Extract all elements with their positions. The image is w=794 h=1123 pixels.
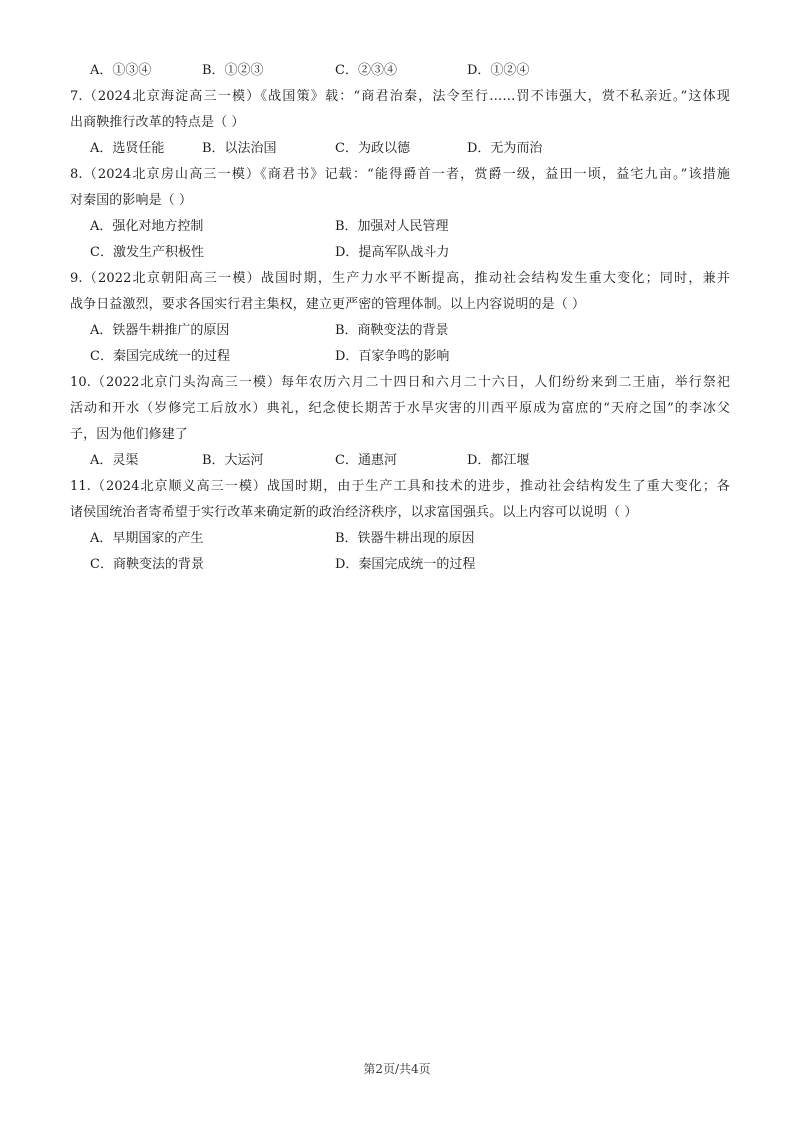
option-d: D．百家争鸣的影响 [335, 349, 450, 364]
option-d: D．秦国完成统一的过程 [335, 557, 476, 572]
option-b: B．以法治国 [202, 141, 277, 156]
question-9-options-row-2 [90, 349, 730, 365]
option-a: A．灵渠 [90, 453, 139, 468]
question-7-options [90, 141, 730, 157]
option-c: C．秦国完成统一的过程 [90, 349, 230, 364]
question-9-options-row-1 [90, 323, 730, 339]
option-a: A．铁器牛耕推广的原因 [90, 323, 230, 338]
question-11-stem-line-1: 11.（2024北京顺义高三一模）战国时期，由于生产工具和技术的进步，推动社会结构发生了重大变化；各 [70, 479, 730, 494]
question-7-stem-line-1: 7.（2024北京海淀高三一模）《战国策》载：“商君治秦，法令至行……罚不讳强大，赏不私亲近。”这体现 [70, 89, 730, 104]
question-9-stem-line-1: 9.（2022北京朝阳高三一模）战国时期，生产力水平不断提高，推动社会结构发生重大变化；同时，兼并 [70, 271, 730, 286]
question-8-options-row-1 [90, 219, 730, 235]
option-d: D．提高军队战斗力 [335, 245, 450, 260]
question-10-stem-line-3: 子，因为他们修建了 [70, 427, 188, 442]
question-11-options-row-1 [90, 531, 730, 547]
question-7-stem-line-2: 出商鞅推行改革的特点是（ ） [70, 115, 245, 130]
option-a: A．强化对地方控制 [90, 219, 204, 234]
option-a: A．早期国家的产生 [90, 531, 204, 546]
option-b: B．①②③ [202, 63, 264, 78]
option-b: B．大运河 [202, 453, 264, 468]
option-d: D．无为而治 [467, 141, 543, 156]
option-c: C．通惠河 [335, 453, 397, 468]
question-8-options-row-2 [90, 245, 730, 261]
option-c: C．为政以德 [335, 141, 410, 156]
option-c: C．②③④ [335, 63, 397, 78]
option-b: B．加强对人民管理 [335, 219, 449, 234]
option-b: B．商鞅变法的背景 [335, 323, 449, 338]
page-number: 第2页/共4页 [363, 1062, 431, 1076]
question-10-options [90, 453, 730, 469]
option-d: D．①②④ [467, 63, 530, 78]
question-11-options-row-2 [90, 557, 730, 573]
question-9-stem-line-2: 战争日益激烈，要求各国实行君主集权，建立更严密的管理体制。以上内容说明的是（ ） [70, 297, 586, 312]
question-8-stem-line-1: 8.（2024北京房山高三一模）《商君书》记载：“能得爵首一者，赏爵一级，益田一顷，益宅九亩。”该措施 [70, 167, 730, 182]
option-b: B．铁器牛耕出现的原因 [335, 531, 475, 546]
question-8-stem-line-2: 对秦国的影响是（ ） [70, 193, 193, 208]
option-a: A．①③④ [90, 63, 152, 78]
question-11-stem-line-2: 诸侯国统治者寄希望于实行改革来确定新的政治经济秩序，以求富国强兵。以上内容可以说明（ ） [70, 505, 638, 520]
prev-question-options [90, 63, 730, 79]
option-c: C．商鞅变法的背景 [90, 557, 204, 572]
question-10-stem-line-2: 活动和开水（岁修完工后放水）典礼，纪念使长期苦于水旱灾害的川西平原成为富庶的“天府之国”的李冰父 [70, 401, 730, 416]
question-10-stem-line-1: 10.（2022北京门头沟高三一模）每年农历六月二十四日和六月二十六日，人们纷纷来到二王庙，举行祭祀 [70, 375, 730, 390]
option-a: A．选贤任能 [90, 141, 165, 156]
option-d: D．都江堰 [467, 453, 530, 468]
option-c: C．激发生产积极性 [90, 245, 204, 260]
